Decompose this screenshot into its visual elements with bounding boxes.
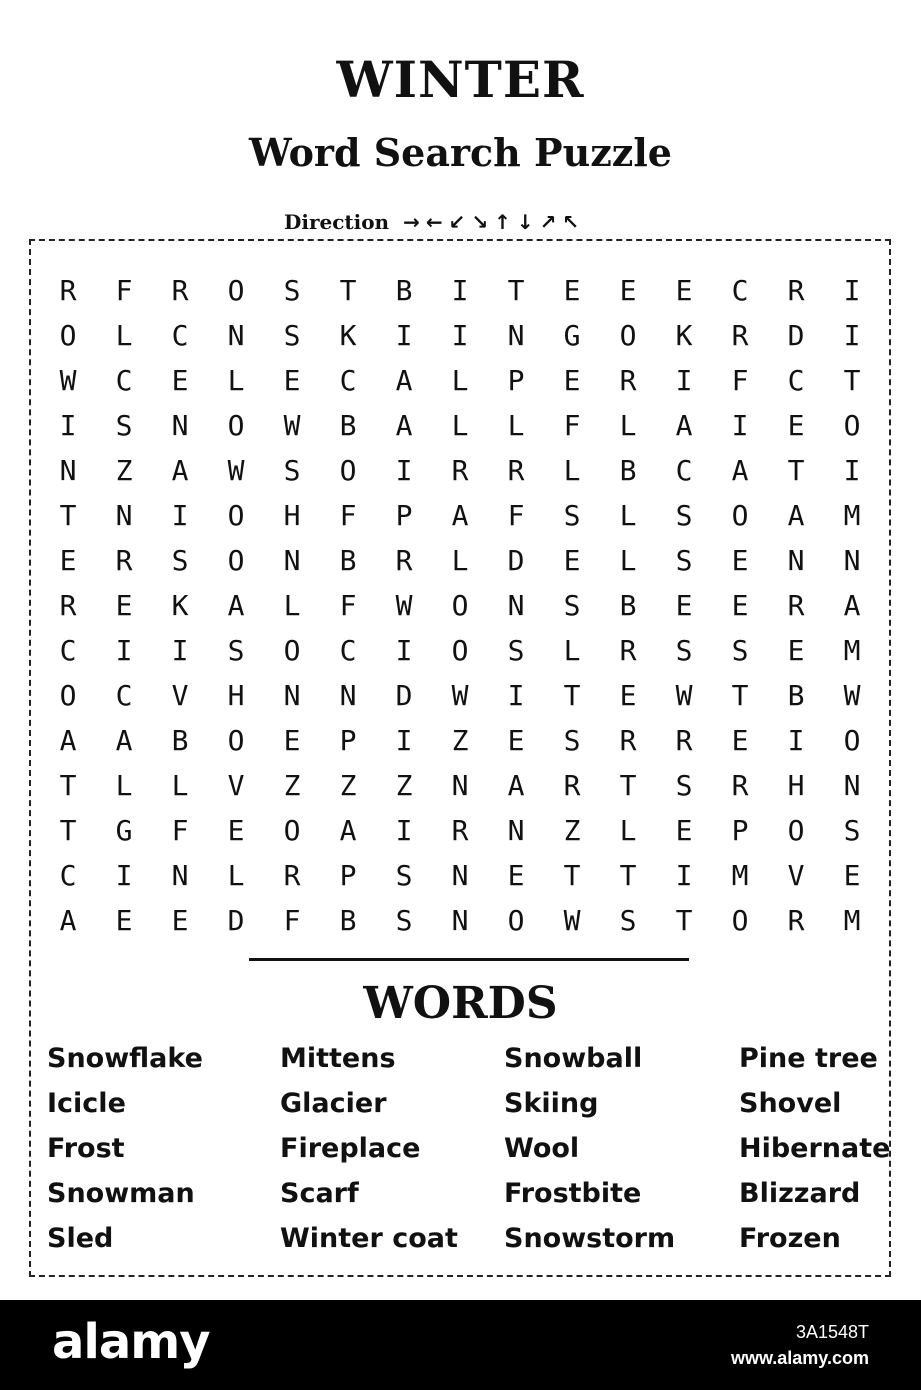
word-item: Sled [47, 1223, 114, 1254]
grid-cell: I [507, 679, 525, 712]
grid-cell: B [339, 904, 357, 937]
grid-cell: N [283, 544, 301, 577]
word-item: Pine tree [739, 1043, 878, 1074]
grid-cell: D [507, 544, 525, 577]
grid-cell: S [563, 499, 581, 532]
grid-cell: T [59, 814, 77, 847]
grid-cell: O [731, 499, 749, 532]
grid-cell: O [59, 319, 77, 352]
grid-cell: L [507, 409, 525, 442]
grid-cell: T [843, 364, 861, 397]
grid-cell: F [731, 364, 749, 397]
grid-cell: L [227, 364, 245, 397]
grid-cell: W [59, 364, 77, 397]
grid-cell: S [115, 409, 133, 442]
grid-cell: N [451, 769, 469, 802]
grid-cell: E [283, 364, 301, 397]
grid-cell: C [115, 364, 133, 397]
grid-cell: V [171, 679, 189, 712]
grid-cell: M [731, 859, 749, 892]
grid-cell: O [227, 724, 245, 757]
grid-cell: N [787, 544, 805, 577]
grid-cell: W [563, 904, 581, 937]
grid-row [40, 448, 880, 493]
grid-cell: E [843, 859, 861, 892]
grid-cell: F [171, 814, 189, 847]
grid-cell: L [451, 409, 469, 442]
grid-cell: E [171, 364, 189, 397]
grid-cell: R [283, 859, 301, 892]
grid-cell: M [843, 499, 861, 532]
grid-cell: I [59, 409, 77, 442]
grid-cell: A [451, 499, 469, 532]
grid-cell: E [787, 409, 805, 442]
grid-row [40, 313, 880, 358]
grid-cell: E [507, 724, 525, 757]
grid-cell: I [115, 859, 133, 892]
grid-cell: S [675, 769, 693, 802]
grid-cell: T [787, 454, 805, 487]
word-item: Snowstorm [504, 1223, 676, 1254]
grid-row [40, 898, 880, 943]
grid-cell: P [507, 364, 525, 397]
grid-cell: S [843, 814, 861, 847]
grid-row [40, 538, 880, 583]
grid-cell: S [227, 634, 245, 667]
grid-cell: T [619, 769, 637, 802]
grid-cell: I [843, 454, 861, 487]
word-item: Frostbite [504, 1178, 642, 1209]
grid-cell: C [339, 364, 357, 397]
grid-cell: T [59, 769, 77, 802]
grid-cell: E [115, 904, 133, 937]
grid-cell: I [451, 319, 469, 352]
grid-cell: M [843, 904, 861, 937]
grid-cell: T [339, 274, 357, 307]
grid-cell: O [843, 724, 861, 757]
grid-cell: A [787, 499, 805, 532]
words-heading: WORDS [363, 978, 558, 1029]
grid-cell: A [675, 409, 693, 442]
grid-cell: N [283, 679, 301, 712]
grid-cell: T [563, 859, 581, 892]
grid-cell: S [675, 634, 693, 667]
grid-cell: R [787, 274, 805, 307]
footer-url: www.alamy.com [730, 1348, 869, 1368]
grid-cell: I [115, 634, 133, 667]
grid-cell: N [507, 319, 525, 352]
grid-cell: Z [395, 769, 413, 802]
grid-cell: L [227, 859, 245, 892]
grid-row [40, 268, 880, 313]
grid-cell: D [787, 319, 805, 352]
grid-cell: L [451, 544, 469, 577]
grid-cell: N [843, 544, 861, 577]
grid-cell: C [59, 859, 77, 892]
grid-cell: O [59, 679, 77, 712]
grid-cell: O [227, 409, 245, 442]
grid-cell: L [619, 544, 637, 577]
grid-cell: E [675, 814, 693, 847]
grid-cell: F [507, 499, 525, 532]
grid-cell: A [395, 364, 413, 397]
grid-cell: V [787, 859, 805, 892]
grid-cell: N [59, 454, 77, 487]
grid-cell: A [507, 769, 525, 802]
grid-cell: C [675, 454, 693, 487]
grid-cell: I [395, 319, 413, 352]
puzzle-title: WINTER [336, 50, 585, 109]
word-item: Frost [47, 1133, 125, 1164]
word-item: Wool [504, 1133, 580, 1164]
grid-cell: O [227, 499, 245, 532]
grid-cell: E [787, 634, 805, 667]
grid-cell: S [283, 274, 301, 307]
grid-cell: R [451, 814, 469, 847]
grid-cell: I [675, 364, 693, 397]
grid-cell: K [339, 319, 357, 352]
grid-cell: I [843, 319, 861, 352]
grid-cell: I [395, 724, 413, 757]
grid-cell: G [115, 814, 133, 847]
grid-cell: O [283, 814, 301, 847]
grid-cell: F [339, 589, 357, 622]
grid-cell: C [115, 679, 133, 712]
grid-cell: R [59, 589, 77, 622]
image-id: 3A1548T [795, 1322, 869, 1342]
grid-cell: C [339, 634, 357, 667]
grid-cell: N [507, 589, 525, 622]
grid-cell: A [59, 904, 77, 937]
grid-cell: E [171, 904, 189, 937]
grid-cell: A [339, 814, 357, 847]
grid-cell: S [395, 859, 413, 892]
grid-cell: I [395, 454, 413, 487]
grid-cell: E [507, 859, 525, 892]
grid-cell: D [395, 679, 413, 712]
grid-cell: Z [339, 769, 357, 802]
grid-cell: E [619, 679, 637, 712]
grid-cell: Z [283, 769, 301, 802]
grid-cell: O [619, 319, 637, 352]
grid-cell: A [731, 454, 749, 487]
grid-cell: E [675, 274, 693, 307]
grid-cell: I [787, 724, 805, 757]
word-item: Fireplace [280, 1133, 421, 1164]
grid-cell: B [619, 454, 637, 487]
grid-cell: S [563, 724, 581, 757]
grid-cell: I [731, 409, 749, 442]
word-item: Shovel [739, 1088, 842, 1119]
grid-cell: P [731, 814, 749, 847]
grid-cell: E [731, 589, 749, 622]
grid-cell: E [227, 814, 245, 847]
grid-cell: B [339, 544, 357, 577]
grid-cell: S [675, 499, 693, 532]
grid-cell: R [451, 454, 469, 487]
grid-cell: O [451, 634, 469, 667]
grid-cell: A [395, 409, 413, 442]
grid-cell: L [115, 769, 133, 802]
grid-cell: W [843, 679, 861, 712]
grid-cell: K [171, 589, 189, 622]
letter-grid [40, 268, 880, 943]
grid-cell: T [731, 679, 749, 712]
word-item: Scarf [280, 1178, 359, 1209]
grid-cell: O [227, 544, 245, 577]
grid-cell: D [227, 904, 245, 937]
grid-cell: N [451, 904, 469, 937]
grid-cell: N [115, 499, 133, 532]
grid-cell: O [787, 814, 805, 847]
grid-cell: R [619, 364, 637, 397]
grid-cell: P [395, 499, 413, 532]
grid-cell: B [619, 589, 637, 622]
grid-cell: O [451, 589, 469, 622]
grid-cell: O [507, 904, 525, 937]
grid-cell: R [787, 589, 805, 622]
grid-cell: N [451, 859, 469, 892]
grid-cell: S [675, 544, 693, 577]
grid-cell: R [787, 904, 805, 937]
grid-cell: L [619, 409, 637, 442]
grid-cell: L [619, 814, 637, 847]
grid-cell: L [171, 769, 189, 802]
grid-cell: S [507, 634, 525, 667]
alamy-logo: alamy [52, 1314, 210, 1370]
grid-cell: R [395, 544, 413, 577]
grid-cell: K [675, 319, 693, 352]
grid-cell: A [843, 589, 861, 622]
grid-cell: A [59, 724, 77, 757]
grid-cell: F [115, 274, 133, 307]
grid-cell: I [171, 499, 189, 532]
grid-cell: P [339, 859, 357, 892]
grid-cell: S [171, 544, 189, 577]
grid-cell: T [507, 274, 525, 307]
grid-cell: W [675, 679, 693, 712]
grid-cell: E [675, 589, 693, 622]
puzzle-subtitle: Word Search Puzzle [249, 130, 672, 175]
grid-cell: S [395, 904, 413, 937]
grid-cell: F [563, 409, 581, 442]
direction-label: Direction [284, 210, 390, 234]
grid-cell: L [563, 634, 581, 667]
grid-cell: L [563, 454, 581, 487]
grid-cell: R [619, 634, 637, 667]
grid-cell: S [283, 319, 301, 352]
grid-cell: S [283, 454, 301, 487]
grid-cell: O [731, 904, 749, 937]
grid-row [40, 673, 880, 718]
grid-cell: W [395, 589, 413, 622]
grid-cell: L [115, 319, 133, 352]
grid-cell: O [283, 634, 301, 667]
grid-cell: G [563, 319, 581, 352]
grid-cell: N [507, 814, 525, 847]
grid-cell: A [171, 454, 189, 487]
grid-row [40, 628, 880, 673]
grid-cell: W [451, 679, 469, 712]
grid-cell: S [731, 634, 749, 667]
grid-cell: Z [563, 814, 581, 847]
grid-cell: E [283, 724, 301, 757]
grid-cell: T [59, 499, 77, 532]
grid-cell: E [563, 274, 581, 307]
grid-cell: E [115, 589, 133, 622]
grid-cell: R [563, 769, 581, 802]
grid-cell: R [731, 769, 749, 802]
grid-cell: F [283, 904, 301, 937]
grid-cell: B [787, 679, 805, 712]
grid-cell: C [59, 634, 77, 667]
grid-cell: E [563, 544, 581, 577]
grid-cell: Z [115, 454, 133, 487]
grid-cell: C [731, 274, 749, 307]
grid-cell: N [171, 409, 189, 442]
grid-cell: R [171, 274, 189, 307]
grid-cell: W [227, 454, 245, 487]
grid-cell: T [675, 904, 693, 937]
grid-cell: S [619, 904, 637, 937]
grid-cell: E [59, 544, 77, 577]
grid-cell: R [507, 454, 525, 487]
grid-cell: S [563, 589, 581, 622]
grid-cell: H [283, 499, 301, 532]
grid-cell: I [395, 814, 413, 847]
word-item: Skiing [504, 1088, 599, 1119]
grid-cell: W [283, 409, 301, 442]
word-item: Snowball [504, 1043, 643, 1074]
grid-cell: N [227, 319, 245, 352]
grid-cell: O [227, 274, 245, 307]
word-item: Icicle [47, 1088, 126, 1119]
grid-cell: P [339, 724, 357, 757]
grid-cell: L [619, 499, 637, 532]
word-item: Mittens [280, 1043, 396, 1074]
grid-row [40, 493, 880, 538]
grid-cell: R [619, 724, 637, 757]
grid-cell: C [171, 319, 189, 352]
word-list [47, 1036, 891, 1261]
grid-cell: O [339, 454, 357, 487]
divider [249, 958, 689, 961]
grid-cell: L [451, 364, 469, 397]
grid-cell: E [563, 364, 581, 397]
grid-row [40, 808, 880, 853]
grid-cell: N [171, 859, 189, 892]
grid-cell: V [227, 769, 245, 802]
grid-cell: I [451, 274, 469, 307]
direction-arrows-icon: →←↙↘↑↓↗↖ [403, 210, 586, 234]
grid-cell: R [115, 544, 133, 577]
grid-cell: B [395, 274, 413, 307]
grid-cell: I [843, 274, 861, 307]
grid-row [40, 763, 880, 808]
word-item: Hibernate [739, 1133, 891, 1164]
grid-row [40, 853, 880, 898]
grid-row [40, 403, 880, 448]
grid-cell: M [843, 634, 861, 667]
grid-cell: B [339, 409, 357, 442]
grid-cell: T [563, 679, 581, 712]
grid-cell: B [171, 724, 189, 757]
footer-bar [0, 1300, 921, 1390]
grid-cell: H [787, 769, 805, 802]
grid-cell: I [171, 634, 189, 667]
grid-cell: E [731, 544, 749, 577]
grid-cell: H [227, 679, 245, 712]
word-item: Snowman [47, 1178, 195, 1209]
word-item: Snowflake [47, 1043, 203, 1074]
grid-cell: O [843, 409, 861, 442]
grid-cell: I [675, 859, 693, 892]
grid-cell: R [59, 274, 77, 307]
word-item: Frozen [739, 1223, 841, 1254]
direction-legend [284, 208, 591, 236]
word-item: Blizzard [739, 1178, 861, 1209]
grid-cell: L [283, 589, 301, 622]
grid-cell: E [619, 274, 637, 307]
grid-cell: A [227, 589, 245, 622]
grid-cell: R [731, 319, 749, 352]
word-item: Glacier [280, 1088, 387, 1119]
word-item: Winter coat [280, 1223, 458, 1254]
grid-cell: R [675, 724, 693, 757]
grid-row [40, 718, 880, 763]
grid-row [40, 583, 880, 628]
grid-row [40, 358, 880, 403]
grid-cell: N [339, 679, 357, 712]
grid-cell: Z [451, 724, 469, 757]
grid-cell: A [115, 724, 133, 757]
grid-cell: F [339, 499, 357, 532]
grid-cell: C [787, 364, 805, 397]
grid-cell: T [619, 859, 637, 892]
grid-cell: I [395, 634, 413, 667]
grid-cell: N [843, 769, 861, 802]
grid-cell: E [731, 724, 749, 757]
